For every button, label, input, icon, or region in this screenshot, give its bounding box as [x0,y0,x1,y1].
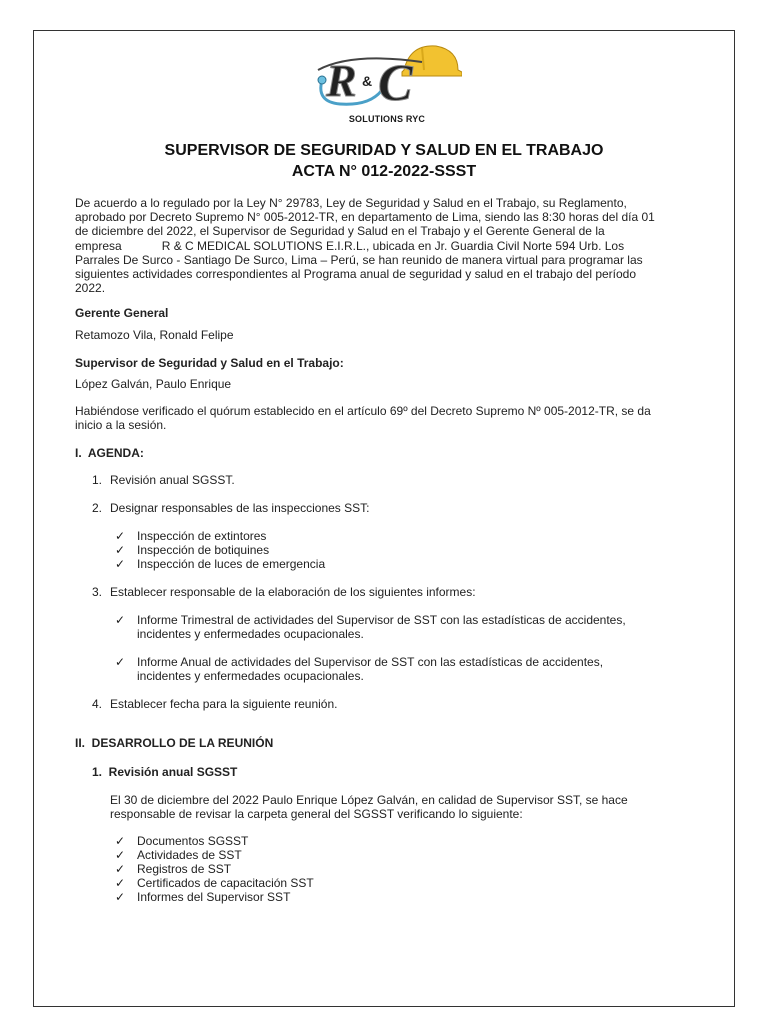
intro-line: de diciembre del 2022, el Supervisor de Seguridad y Salud en el Trabajo y el Gerente General de la [75,224,605,239]
agenda-item-text: Revisión anual SGSST. [110,473,235,487]
checkmark-icon: ✓ [115,613,126,627]
svg-text:C: C [378,55,413,112]
check-item: Documentos SGSST [137,834,249,848]
check-item: Registros de SST [137,862,232,876]
development-line: El 30 de diciembre del 2022 Paulo Enrique López Galván, en calidad de Supervisor SST, se hace [110,793,628,807]
agenda-item-text: Establecer responsable de la elaboración de los siguientes informes: [110,585,476,599]
agenda-item-number: 1. [92,473,103,487]
intro-line: 2022. [75,281,106,296]
report-line: Informe Anual de actividades del Supervisor de SST con las estadísticas de accidentes, [137,655,604,669]
quorum-line: inicio a la sesión. [75,418,167,433]
company-logo [312,40,462,132]
report-line: incidentes y enfermedades ocupacionales. [137,627,364,642]
checkmark-icon: ✓ [115,543,126,557]
check-item: Informes del Supervisor SST [137,890,291,904]
document-title: SUPERVISOR DE SEGURIDAD Y SALUD EN EL TRABAJO [164,142,604,159]
checkmark-icon: ✓ [115,834,126,848]
checkmark-icon: ✓ [115,862,126,876]
checkmark-icon: ✓ [115,557,126,571]
agenda-item-number: 2. [92,501,103,515]
inspection-item: Inspección de extintores [137,529,267,543]
document-number: ACTA N° 012-2022-SSST [291,163,477,180]
agenda-item-text: Designar responsables de las inspecciones SST: [110,501,370,515]
report-line: Informe Trimestral de actividades del Supervisor de SST con las estadísticas de accidentes, [137,613,626,627]
agenda-item-text: Establecer fecha para la siguiente reunión. [110,697,338,711]
check-item: Certificados de capacitación SST [137,876,314,890]
intro-line: empresa R & C MEDICAL SOLUTIONS E.I.R.L., ubicada en Jr. Guardia Civil Norte 594 Urb. Los [75,238,625,253]
development-title: II. DESARROLLO DE LA REUNIÓN [75,736,274,750]
report-item [137,613,695,641]
checkmark-icon: ✓ [115,529,126,543]
development-paragraph [110,793,702,821]
check-item: Actividades de SST [137,848,242,862]
inspection-item: Inspección de luces de emergencia [137,557,326,571]
quorum-paragraph [75,404,695,432]
development-subtitle: 1. Revisión anual SGSST [92,765,238,779]
checkmark-icon: ✓ [115,655,126,669]
checkmark-icon: ✓ [115,876,126,890]
development-line: responsable de revisar la carpeta general del SGSST verificando lo siguiente: [110,807,523,822]
logo-caption: SOLUTIONS RYC [348,114,426,124]
svg-text:R: R [326,55,357,106]
intro-line: siguientes actividades correspondientes al Programa anual de seguridad y salud en el trabajo del período [75,267,637,282]
intro-line: De acuerdo a lo regulado por la Ley N° 29783, Ley de Seguridad y Salud en el Trabajo, su Reglamento, [75,196,627,210]
agenda-item-number: 3. [92,585,103,599]
checkmark-icon: ✓ [115,890,126,904]
logo-graphic [312,40,462,116]
report-item [137,655,695,683]
checkmark-icon: ✓ [115,848,126,862]
report-line: incidentes y enfermedades ocupacionales. [137,669,364,684]
supervisor-label: Supervisor de Seguridad y Salud en el Trabajo: [75,356,344,370]
quorum-line: Habiéndose verificado el quórum establecido en el artículo 69º del Decreto Supremo Nº 005-2012-TR, se da [75,404,651,418]
intro-paragraph [75,196,695,295]
manager-label: Gerente General [75,306,169,320]
svg-text:&: & [362,73,373,89]
inspection-item: Inspección de botiquines [137,543,270,557]
agenda-title: I. AGENDA: [75,446,144,460]
intro-line: aprobado por Decreto Supremo N° 005-2012-TR, en departamento de Lima, siendo las 8:30 horas del día 01 [75,210,655,225]
manager-name: Retamozo Vila, Ronald Felipe [75,328,234,342]
supervisor-name: López Galván, Paulo Enrique [75,377,232,391]
agenda-item-number: 4. [92,697,103,711]
intro-line: Parrales De Surco - Santiago De Surco, Lima – Perú, se han reunido de manera virtual para programar las [75,252,643,267]
